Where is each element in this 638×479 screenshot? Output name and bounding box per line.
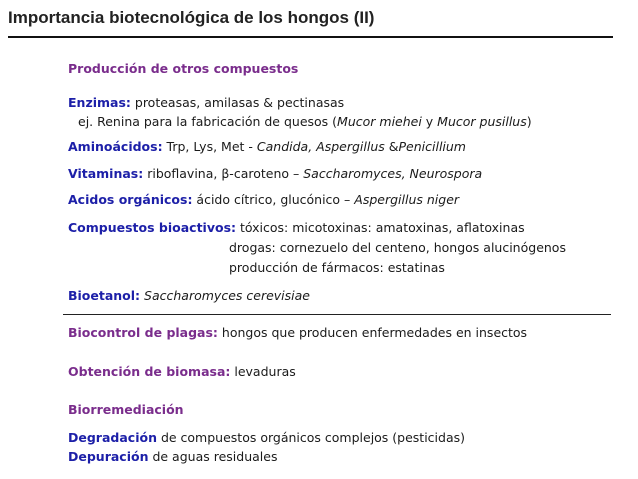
item-enzimas-example: [78, 114, 532, 129]
text-vitaminas: riboflavina, β-caroteno –: [143, 166, 304, 181]
title-divider: [8, 36, 613, 38]
label-bioactivos: Compuestos bioactivos:: [68, 220, 237, 235]
heading-biorremediacion: Biorremediación: [68, 402, 184, 417]
label-enzimas: Enzimas:: [68, 95, 131, 110]
slide-title: Importancia biotecnológica de los hongos (II): [8, 8, 375, 27]
item-bioactivos: [68, 220, 525, 235]
item-acidos: [68, 192, 459, 207]
item-depuracion: [68, 449, 277, 464]
label-vitaminas: Vitaminas:: [68, 166, 144, 181]
example-italic-1: Mucor miehei: [337, 114, 422, 129]
text-degradacion: de compuestos orgánicos complejos (pesticidas): [156, 430, 466, 445]
italic-aminoacidos-2: Penicillium: [398, 139, 466, 154]
example-text-b: y: [421, 114, 438, 129]
label-biomasa: Obtención de biomasa:: [68, 364, 231, 379]
text-acidos: ácido cítrico, glucónico –: [192, 192, 355, 207]
item-aminoacidos: [68, 139, 466, 154]
item-bioactivos-line3: [229, 260, 445, 275]
example-italic-2: Mucor pusillus: [437, 114, 527, 129]
text-aminoacidos: Trp, Lys, Met -: [162, 139, 257, 154]
section-heading-produccion: [68, 61, 298, 76]
item-bioactivos-line2: [229, 240, 566, 255]
text-biomasa: levaduras: [230, 364, 296, 379]
text-bioactivos-line3: producción de fármacos: estatinas: [229, 260, 445, 275]
item-biocontrol: [68, 325, 527, 340]
example-text-c: ): [526, 114, 532, 129]
italic-aminoacidos-1: Candida, Aspergillus: [256, 139, 385, 154]
item-enzimas: [68, 95, 344, 110]
italic-bioetanol: Saccharomyces cerevisiae: [144, 288, 310, 303]
label-degradacion: Degradación: [68, 430, 157, 445]
section-divider: [63, 314, 611, 315]
item-degradacion: [68, 430, 465, 445]
label-depuracion: Depuración: [68, 449, 149, 464]
text-bioactivos-line2: drogas: cornezuelo del centeno, hongos alucinógenos: [229, 240, 566, 255]
text-enzimas: proteasas, amilasas & pectinasas: [130, 95, 345, 110]
text-bioactivos-line1: tóxicos: micotoxinas: amatoxinas, aflatoxinas: [236, 220, 525, 235]
text-aminoacidos-2: &: [384, 139, 399, 154]
item-bioetanol: [68, 288, 310, 303]
label-acidos: Acidos orgánicos:: [68, 192, 193, 207]
text-biocontrol: hongos que producen enfermedades en insectos: [217, 325, 528, 340]
example-text-a: ej. Renina para la fabricación de quesos (: [78, 114, 338, 129]
label-bioetanol: Bioetanol:: [68, 288, 141, 303]
heading-produccion: Producción de otros compuestos: [68, 61, 299, 76]
italic-vitaminas: Saccharomyces, Neurospora: [303, 166, 483, 181]
label-biocontrol: Biocontrol de plagas:: [68, 325, 218, 340]
text-depuracion: de aguas residuales: [148, 449, 278, 464]
label-aminoacidos: Aminoácidos:: [68, 139, 163, 154]
section-heading-biorremediacion: [68, 402, 184, 417]
item-vitaminas: [68, 166, 482, 181]
italic-acidos: Aspergillus niger: [354, 192, 460, 207]
item-biomasa: [68, 364, 296, 379]
